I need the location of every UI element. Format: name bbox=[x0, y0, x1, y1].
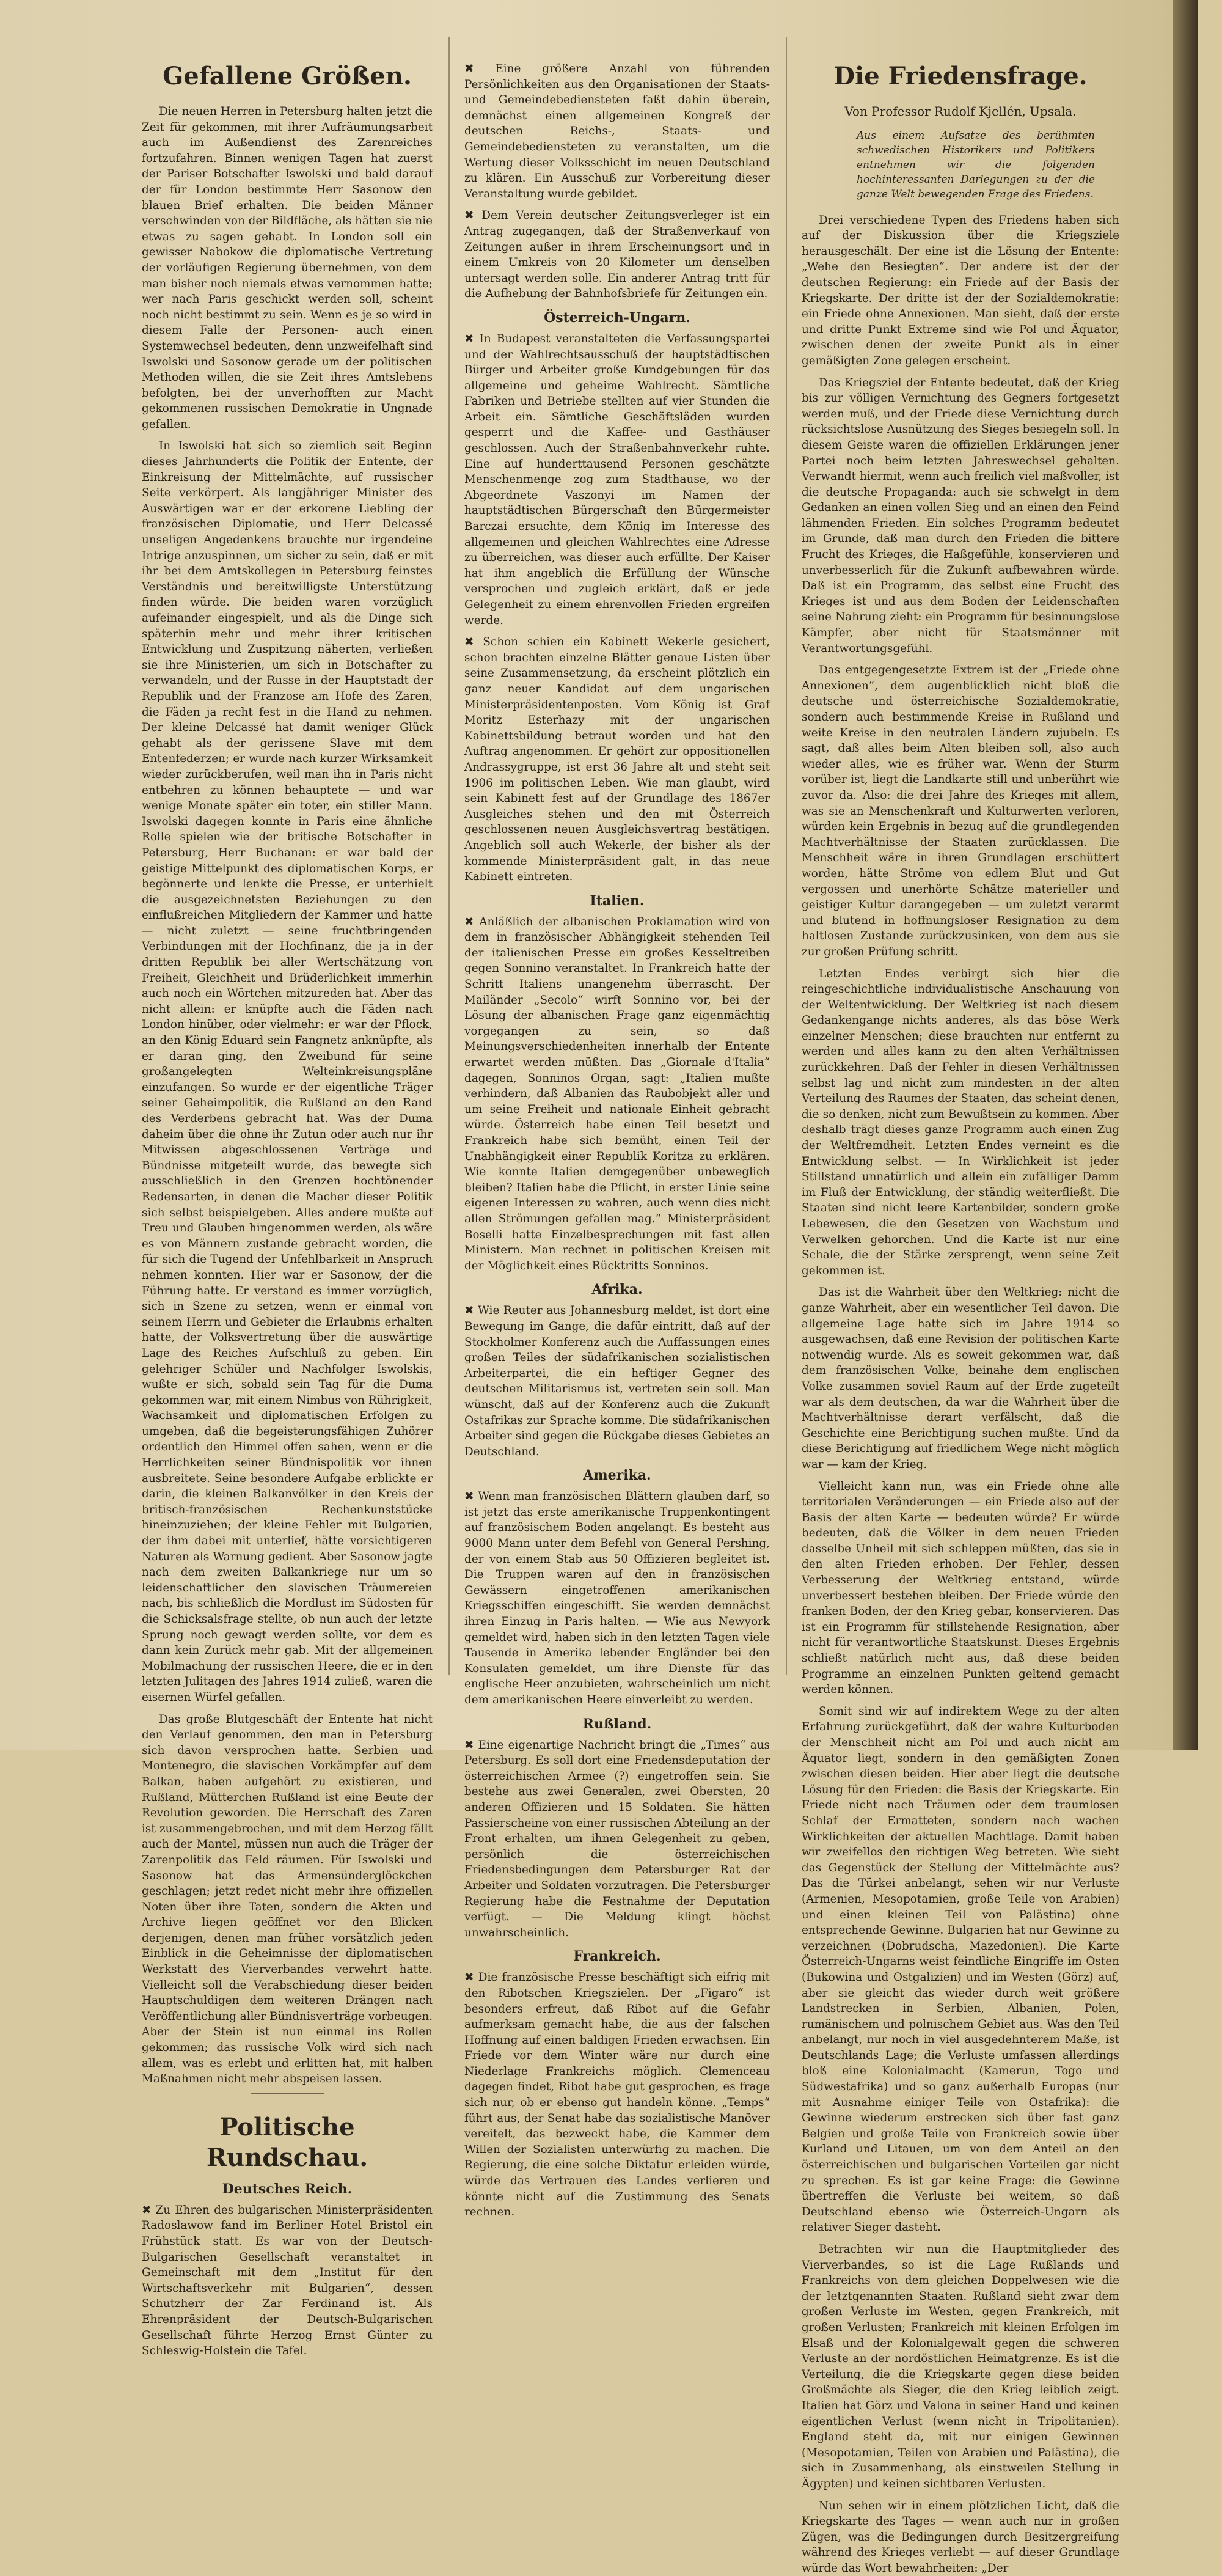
editorial-note: Aus einem Aufsatze des berühmten schwedischen Historikers und Politikers entnehmen wir die folgenden hochinteressanten Darlegungen zu der die ganze Welt bewegenden Frage des Friedens. bbox=[857, 128, 1095, 202]
paragraph: In Iswolski hat sich so ziemlich seit Beginn dieses Jahrhunderts die Politik der Entente, der Einkreisung der Mittelmächte, auf russischer Seite verkörpert. Als langjähriger Minister des Auswärtigen war er der erkorene Liebling der französischen Diplomatie, und Herr Delcassé unseligen Angedenkens brauchte nur irgendeine Intrige anzuspinnen, um sicher zu sein, daß er mit ihr bei dem Amtskollegen in Petersburg feinstes Verständnis und bereitwilligste Unterstützung finden würde. Die beiden waren vorzüglich aufeinander eingespielt, und als die Dinge sich späterhin mehr und mehr ihrer kritischen Entwicklung und Zuspitzung näherten, verließen sie ihre Ministerien, um sich in Botschafter zu verwandeln, und der Russe in der Hauptstadt der Republik und der Franzose am Hofe des Zaren, die Fäden ja recht fest in die Hand zu nehmen. Der kleine Delcassé hat damit weniger Glück gehabt als der gerissene Slave mit dem Entenfederzen; er wurde nach kurzer Wirksamkeit wieder zurückberufen, weil man ihn in Paris nicht entbehren zu können behauptete — und war wenige Monate später ein toter, ein stiller Mann. Iswolski dagegen konnte in Paris eine ähnliche Rolle spielen wie der britische Botschafter in Petersburg, Herr Buchanan: er war bald der geistige Mittelpunkt des diplomatischen Korps, er begönnerte und lenkte die Presse, er unterhielt die ausgezeichnetsten Beziehungen zu den einflußreichen Mitgliedern der Kammer und hatte — nicht zuletzt — seine fruchtbringenden Verbindungen mit der Hochfinanz, die ja in der dritten Republik bei aller Wertschätzung von Freiheit, Gleichheit und Brüderlichkeit immerhin auch noch ein Wörtchen mitzureden hat. Aber das nicht allein: er knüpfte auch die Fäden nach London hinüber, oder vielmehr: er war der Pflock, an den König Eduard sein Fangnetz anknüpfte, als er daran ging, den Zweibund für seine großangelegten Welteinkreisungspläne einzufangen. So wurde er der eigentliche Träger seiner Geheimpolitik, die Rußland an den Rand des Verderbens gebracht hat. Was der Duma daheim über die ohne ihr Zutun oder auch nur ihr Mitwissen abgeschlossenen Verträge und Bündnisse mitgeteilt wurde, das bewegte sich ausschließlich in den Grenzen hochtönender Redensarten, in denen die Macher dieser Politik sich selbst beispielgeben. Alles andere mußte auf Treu und Glauben hingenommen werden, als wäre es von Männern zustande gebracht worden, die für sich die Tugend der Unfehlbarkeit in Anspruch nehmen konnten. Hier war er Sasonow, der die Führung hatte. Er verstand es immer vorzüglich, sich in Szene zu setzen, wenn er einmal von seinem Herrn und Gebieter die Erlaubnis erhalten hatte, der Volksvertretung über die auswärtige Lage des Reiches Aufschluß zu geben. Ein gelehriger Schüler und Nachfolger Iswolskis, wußte er sich, sobald sein Tag für die Duma gekommen war, mit einem Nimbus von Rührigkeit, Wachsamkeit und diplomatischen Erfolgen zu umgeben, daß die begeisterungsfähigen Zuhörer ordentlich den Himmel offen sahen, wenn er die Herrlichkeiten seiner Bündnispolitik vor ihnen ausbreitete. Seine besondere Aufgabe erblickte er darin, die kleinen Balkanvölker in den Kreis der britisch-französischen Rechenkunststücke hineinzuziehen; der kleine Fehler mit Bulgarien, der ihm dabei mit unterlief, hätte vorsichtigeren Naturen als Warnung gedient. Aber Sasonow jagte nach dem zweiten Balkankriege nur um so leidenschaftlicher den slavischen Träumereien nach, bis schließlich die Mordlust im Südosten für die Schicksalsfrage stellte, ob nun auch der letzte Sprung noch gewagt werden sollte, vor dem es dann kein Zurück mehr gab. Mit der allgemeinen Mobilmachung der russischen Heere, die er in den letzten Julitagen des Jahres 1914 zuließ, waren die eisernen Würfel gefallen. bbox=[142, 438, 433, 1705]
section-heading-oesterreich-ungarn: Österreich-Ungarn. bbox=[464, 309, 770, 326]
column-1 bbox=[142, 24, 433, 1736]
paragraph: Das entgegengesetzte Extrem ist der „Friede ohne Annexionen“, dem augenblicklich nicht bloß die deutsche und österreichische Sozialdemokratie, sondern auch bestimmende Kreise in Rußland und weite Kreise in den neutralen Ländern zujubeln. Es sagt, daß alles beim Alten bleiben soll, also auch wieder alles, wie es früher war. Wenn der Sturm vorüber ist, liegt die Landkarte still und unberührt wie zuvor da. Also: die drei Jahre des Krieges mit allem, was sie an Menschenkraft und Kulturwerten verloren, würden kein Ergebnis in bezug auf die grundlegenden Machtverhältnisse der Staaten zurücklassen. Die Menschheit wäre in ihren Grundlagen erschüttert worden, hätte Ströme von edlem Blut und Gut vergossen und unerhörte Schätze materieller und geistiger Kultur darangegeben — um zuletzt verarmt und blutend in hoffnungsloser Resignation zu dem haltlosen Zustande zurückzusinken, von dem aus sie zur großen Prüfung schritt. bbox=[802, 662, 1119, 960]
byline: Von Professor Rudolf Kjellén, Upsala. bbox=[802, 104, 1119, 120]
news-item: ✖ In Budapest veranstalteten die Verfassungspartei und der Wahlrechtsausschuß der hauptstädtischen Bürger und Arbeiter große Kundgebungen für das allgemeine und geheime Wahlrecht. Sämtliche Fabriken und Betriebe stellten auf vier Stunden die Arbeit ein. Sämtliche Geschäftsläden wurden gesperrt und die Kaffee- und Gasthäuser geschlossen. Auch der Straßenbahnverkehr ruhte. Eine auf hunderttausend Personen geschätzte Menschenmenge zog zum Stadthause, wo der Abgeordnete Vaszonyi im Namen der hauptstädtischen Bürgerschaft den Bürgermeister Barczai ersuchte, dem König im Interesse des allgemeinen und gleichen Wahlrechtes eine Adresse zu überreichen, was dieser auch erfüllte. Der Kaiser hat ihm angeblich die Erfüllung der Wünsche versprochen und zugleich erklärt, daß er jede Gelegenheit zu einem ehrenvollen Frieden ergreifen werde. bbox=[464, 331, 770, 628]
news-item: ✖ Dem Verein deutscher Zeitungsverleger ist ein Antrag zugegangen, daß der Straßenverkauf von Zeitungen außer in ihrem Erscheinungsort und in einem Umkreis von 20 Kilometer um denselben untersagt werden solle. Ein anderer Antrag tritt für die Aufhebung der Bahnhofsbriefe für Zeitungen ein. bbox=[464, 208, 770, 302]
section-heading-frankreich: Frankreich. bbox=[464, 1948, 770, 1965]
column-rule-1 bbox=[448, 37, 450, 1675]
news-item: ✖ Eine eigenartige Nachricht bringt die „Times“ aus Petersburg. Es soll dort eine Friedensdeputation der österreichischen Armee (?) eingetroffen sein. Sie bestehe aus zwei Generalen, zwei Obersten, 20 anderen Offizieren und 15 Soldaten. Sie hätten Passierscheine von einer russischen Abteilung an der Front erhalten, um ihnen Gelegenheit zu geben, persönlich die österreichischen Friedensbedingungen dem Petersburger Rat der Arbeiter und Soldaten vorzutragen. Die Petersburger Regierung habe die Festnahme der Deputation verfügt. — Die Meldung klingt höchst unwahrscheinlich. bbox=[464, 1738, 770, 1941]
paragraph: Vielleicht kann nun, was ein Friede ohne alle territorialen Veränderungen — ein Friede also auf der Basis der alten Karte — bedeuten würde? Er würde bedeuten, daß die Völker in dem neuen Frieden dasselbe Unheil mit sich schleppen müßten, das sie in den alten Frieden erhoben. Der Fehler, dessen Verbesserung der Weltkrieg entstand, würde unverbessert bestehen bleiben. Der Friede würde den franken Boden, der den Krieg gebar, konservieren. Das ist ein Programm für stillstehende Resignation, aber nicht für verantwortliche Staatskunst. Dieses Ergebnis schließt natürlich nicht aus, daß diese beiden Programme an einzelnen Punkten geltend gemacht werden können. bbox=[802, 1479, 1119, 1698]
paragraph: Das große Blutgeschäft der Entente hat nicht den Verlauf genommen, den man in Petersburg sich davon versprochen hatte. Serbien und Montenegro, die slavischen Vorkämpfer auf dem Balkan, haben aufgehört zu existieren, und Rußland, Mütterchen Rußland ist eine Beute der Revolution geworden. Die Herrschaft des Zaren ist zusammengebrochen, und mit dem Herzog fällt auch der Mantel, müssen nun auch die Träger der Zarenpolitik das Feld räumen. Für Iswolski und Sasonow hat das Armensünderglöckchen geschlagen; jetzt redet nicht mehr ihre offiziellen Noten über ihre Taten, sondern die Akten und Archive liegen geöffnet vor den Blicken derjenigen, denen man früher vorsätzlich jeden Einblick in die Geheimnisse der diplomatischen Werkstatt des Vierverbandes verwehrt hatte. Vielleicht soll die Verabschiedung dieser beiden Hauptschuldigen dem weiteren Drängen nach Veröffentlichung aller Bündnisverträge vorbeugen. Aber der Stein ist nun einmal ins Rollen gekommen; das russische Volk wird sich nach allem, was es erlebt und erlitten hat, mit halben Maßnahmen nicht mehr abspeisen lassen. bbox=[142, 1712, 433, 2087]
column-3 bbox=[802, 24, 1119, 1736]
news-item: ✖ Zu Ehren des bulgarischen Ministerpräsidenten Radoslawow fand im Berliner Hotel Bristol ein Frühstück statt. Es war von der Deutsch-Bulgarischen Gesellschaft veranstaltet in Gemeinschaft mit dem „Institut für den Wirtschaftsverkehr mit Bulgarien“, dessen Schutzherr der Zar Ferdinand ist. Als Ehrenpräsident der Deutsch-Bulgarischen Gesellschaft führte Herzog Ernst Günter zu Schleswig-Holstein die Tafel. bbox=[142, 2203, 433, 2359]
column-2 bbox=[464, 24, 770, 1736]
news-item: ✖ Anläßlich der albanischen Proklamation wird von dem in französischer Abhängigkeit stehenden Teil der italienischen Presse ein großes Kesseltreiben gegen Sonnino veranstaltet. In Frankreich hatte der Schritt Italiens unangenehm überrascht. Der Mailänder „Secolo“ wirft Sonnino vor, bei der Lösung der albanischen Frage ganz eigenmächtig vorgegangen zu sein, so daß Meinungsverschiedenheiten innerhalb der Entente erwartet werden müßten. Das „Giornale d'Italia“ dagegen, Sonninos Organ, sagt: „Italien mußte verhindern, daß Albanien das Raubobjekt aller und um seine Freiheit und nationale Einheit gebracht würde. Österreich habe einen Teil besetzt und Frankreich habe sich bemüht, einen Teil der Unabhängigkeit einer Republik Koritza zu erklären. Wie konnte Italien demgegenüber unbeweglich bleiben? Italien habe die Pflicht, in erster Linie seine eigenen Interessen zu wahren, auch wenn dies nicht allen Strömungen gefallen mag.“ Ministerpräsident Boselli hatte Einzelbesprechungen mit fast allen Ministern. Man rechnet in politischen Kreisen mit der Möglichkeit eines Rücktritts Sonninos. bbox=[464, 914, 770, 1274]
section-heading-italien: Italien. bbox=[464, 892, 770, 909]
binding-edge bbox=[1173, 0, 1198, 1750]
news-item: ✖ Die französische Presse beschäftigt sich eifrig mit den Ribotschen Kriegszielen. Der „Figaro“ ist besonders erfreut, daß Ribot auf die Gefahr aufmerksam gemacht habe, die aus der falschen Hoffnung auf einen baldigen Frieden erwachsen. Ein Friede vor dem Winter wäre nur durch eine Niederlage Frankreichs möglich. Clemenceau dagegen findet, Ribot habe gut gesprochen, es frage sich nur, ob er ebenso gut handeln könne. „Temps“ führt aus, der Senat habe das sozialistische Manöver vereitelt, das bezweckt habe, die Kammer dem Willen der Sozialisten unterwürfig zu machen. Die Regierung, die eine solche Diktatur erleiden würde, würde das Vertrauen des Landes verlieren und könnte nicht auf die Zustimmung des Senats rechnen. bbox=[464, 1970, 770, 2220]
paragraph: Die neuen Herren in Petersburg halten jetzt die Zeit für gekommen, mit ihrer Aufräumungsarbeit auch im Außendienst des Zarenreiches fortzufahren. Binnen wenigen Tagen hat zuerst der Pariser Botschafter Iswolski und bald darauf der für London bestimmte Herr Sasonow den blauen Brief erhalten. Die beiden Männer verschwinden von der Bildfläche, als hätten sie nie etwas zu sagen gehabt. In London soll ein gewisser Nabokow die diplomatische Vertretung der vorläufigen Regierung übernehmen, von dem man bisher noch niemals etwas vernommen hatte; wer nach Paris geschickt werden soll, scheint noch nicht bestimmt zu sein. Wenn es je so wird in diesem Falle der Personen- auch einen Systemwechsel bedeuten, denn unzweifelhaft sind Iswolski und Sasonow gerade um der politischen Methoden willen, die sie Zeit ihres Amtslebens befolgten, bei der unverhofften zur Macht gekommenen russischen Demokratie in Ungnade gefallen. bbox=[142, 104, 433, 432]
paragraph: Letzten Endes verbirgt sich hier die reingeschichtliche individualistische Anschauung von der Weltentwicklung. Der Weltkrieg ist nach diesem Gedankengange nichts anderes, als das böse Werk einzelner Menschen; diese brauchten nur entfernt zu werden und alles kann zu den alten Verhältnissen zurückkehren. Daß der Fehler in diesen Verhältnissen selbst lag und nicht zum mindesten in der alten Verteilung des Raumes der Staaten, das scheint denen, die so denken, nicht zum Bewußtsein zu kommen. Aber deshalb trägt dieses ganze Programm auch einen Zug der Weltfremdheit. Letzten Endes verneint es die Entwicklung selbst. — In Wirklichkeit ist jeder Stillstand unnatürlich und allein ein zufälliger Damm im Fluß der Entwicklung, der ständig weiterfließt. Die Staaten sind nicht leere Kartenbilder, sondern große Lebewesen, die den Gesetzen von Wachstum und Verwelken gehorchen. Und die Karte ist nur eine Schale, die der Stärke zersprengt, wenn seine Zeit gekommen ist. bbox=[802, 966, 1119, 1279]
paragraph: Nun sehen wir in einem plötzlichen Licht, daß die Kriegskarte des Tages — wenn auch nur in großen Zügen, was die Bedingungen durch Besitzergreifung während des Krieges verliebt — auf dieser Grundlage würde das Wort bewahrheiten: „Der bbox=[802, 2498, 1119, 2576]
news-item: ✖ Schon schien ein Kabinett Wekerle gesichert, schon brachten einzelne Blätter genaue Listen über seine Zusammensetzung, da erscheint plötzlich ein ganz neuer Kandidat auf dem ungarischen Ministerpräsidentenposten. Vom König ist Graf Moritz Esterhazy mit der ungarischen Kabinettsbildung betraut worden und hat den Auftrag angenommen. Er gehört zur oppositionellen Andrassygruppe, ist erst 36 Jahre alt und steht seit 1906 im politischen Leben. Wie man glaubt, wird sein Kabinett fest auf der Grundlage des 1867er Ausgleiches stehen und den mit Österreich geschlossenen neuen Ausgleichsvertrag bestätigen. Angeblich soll auch Wekerle, der bisher als der kommende Ministerpräsident galt, in das neue Kabinett eintreten. bbox=[464, 634, 770, 885]
paragraph: Drei verschiedene Typen des Friedens haben sich auf der Diskussion über die Kriegsziele herausgeschält. Der eine ist die Lösung der Entente: „Wehe den Besiegten“. Der andere ist der der deutschen Regierung: ein Friede auf der Basis der Kriegskarte. Der dritte ist der der Sozialdemokratie: ein Friede ohne Annexionen. Man sieht, daß der erste und dritte Punkt Extreme sind wie Pol und Äquator, zwischen denen der zweite Punkt als in einer gemäßigten Zone gelegen erscheint. bbox=[802, 213, 1119, 369]
section-heading-amerika: Amerika. bbox=[464, 1467, 770, 1484]
news-item: ✖ Eine größere Anzahl von führenden Persönlichkeiten aus den Organisationen der Staats- und Gemeindebediensteten faßt dahin überein, demnächst einen allgemeinen Kongreß der deutschen Reichs-, Staats- und Gemeindebediensteten zu veranstalten, um die Wertung dieser Volksschicht im neuen Deutschland zu klären. Ein Ausschuß zur Vorbereitung dieser Veranstaltung wurde gebildet. bbox=[464, 61, 770, 202]
headline-gefallene-groessen: Gefallene Größen. bbox=[142, 61, 433, 92]
paragraph: Betrachten wir nun die Hauptmitglieder des Vierverbandes, so ist die Lage Rußlands und Frankreichs von dem gleichen Doppelwesen wie die der letztgenannten Staaten. Rußland sieht zwar dem großen Verluste im Westen, gegen Frankreich, mit großen Verlusten; Frankreich mit kleinen Erfolgen im Elsaß und der Kolonialgewalt gegen die schweren Verluste an der nordöstlichen Heimatgrenze. Es ist die Verteilung, die die Kriegskarte gegen diese beiden Großmächte als Sieger, die den Krieg leiblich zeigt. Italien hat Görz und Valona in seiner Hand und keinen eigentlichen Verlust (wenn nicht in Tripolitanien). England steht da, mit nur einigen Gewinnen (Mesopotamien, Teilen von Arabien und Palästina), die sich in Zusammenhang, als einstweilen Stellung in Ägypten) und keinen sichtbaren Verlusten. bbox=[802, 2242, 1119, 2492]
headline-die-friedensfrage: Die Friedensfrage. bbox=[802, 61, 1119, 92]
column-rule-2 bbox=[786, 37, 787, 1675]
article-end-rule bbox=[251, 2093, 324, 2094]
section-heading-deutsches-reich: Deutsches Reich. bbox=[142, 2181, 433, 2198]
news-item: ✖ Wenn man französischen Blättern glauben darf, so ist jetzt das erste amerikanische Truppenkontingent auf französischem Boden angelangt. Es besteht aus 9000 Mann unter dem Befehl von General Pershing, der von einem Stab aus 50 Offizieren begleitet ist. Die Truppen waren auf den in französischen Gewässern eingetroffenen amerikanischen Kriegsschiffen eingeschifft. Sie werden demnächst ihren Einzug in Paris halten. — Wie aus Newyork gemeldet wird, haben sich in den letzten Tagen viele Tausende in Amerika lebender Engländer bei den Konsulaten gemeldet, um ihre Dienste für das englische Heer anzubieten, wahrscheinlich um nicht dem amerikanischen Heere einverleibt zu werden. bbox=[464, 1489, 770, 1708]
paragraph: Somit sind wir auf indirektem Wege zu der alten Erfahrung zurückgeführt, daß der wahre Kulturboden der Menschheit nicht am Pol und auch nicht am Äquator liegt, sondern in den gemäßigten Zonen zwischen diesen beiden. Hier aber liegt die deutsche Lösung für den Frieden: die Basis der Kriegskarte. Ein Friede nicht nach Träumen oder dem traumlosen Schlaf der Ermatteten, sondern nach wachen Wirklichkeiten der aktuellen Machtlage. Damit haben wir zweifellos den richtigen Weg betreten. Wie sieht das Gegenstück der Stellung der Mittelmächte aus? Das die Türkei anbelangt, sehen wir nur Verluste (Armenien, Mesopotamien, große Teile von Arabien) und einen kleinen Teil von Palästina) ohne entsprechende Gewinne. Bulgarien hat nur Gewinne zu verzeichnen (Dobrudscha, Mazedonien). Die Karte Österreich-Ungarns weist feindliche Eingriffe im Osten (Bukowina und Ostgalizien) und im Westen (Görz) auf, aber sie gleicht das wieder durch weit größere Landstrecken in Serbien, Albanien, Polen, rumänischem und polnischem Gebiet aus. Was den Teil anbelangt, nur noch in viel ausgedehnterem Maße, ist Deutschlands Lage; die Verluste umfassen allerdings bloß eine Kolonialmacht (Kamerun, Togo und Südwestafrika) und so ganz außerhalb Europas (nur mit Ausnahme einiger Teile von Ostafrika): die Gewinne wiederum erstrecken sich über fast ganz Belgien und große Teile von Frankreich sowie über Kurland und Litauen, um von dem Anteil an den österreichischen und bulgarischen Vorteilen gar nicht zu sprechen. Es ist gar keine Frage: die Gewinne übertreffen die Verluste bei weitem, so daß Deutschland ebenso wie Österreich-Ungarn als relativer Sieger dasteht. bbox=[802, 1704, 1119, 2236]
paragraph: Das ist die Wahrheit über den Weltkrieg: nicht die ganze Wahrheit, aber ein wesentlicher Teil davon. Die allgemeine Lage hatte sich im Jahre 1914 so ausgewachsen, daß eine Revision der politischen Karte notwendig wurde. Als es soweit gekommen war, daß dem französischen Volke, beinahe dem englischen Volke zusammen soviel Raum auf der Erde zugeteilt war als dem deutschen, da war die Wahrheit über die Machtverhältnisse derart verfälscht, daß die Geschichte eine Berichtigung suchen mußte. Und da diese Berichtigung auf friedlichem Wege nicht möglich war — kam der Krieg. bbox=[802, 1285, 1119, 1472]
news-item: ✖ Wie Reuter aus Johannesburg meldet, ist dort eine Bewegung im Gange, die dafür eintritt, daß auf der Stockholmer Konferenz auch die Auffassungen eines großen Teiles der südafrikanischen sozialistischen Arbeiterpartei, die ein heftiger Gegner des deutschen Militarismus ist, vertreten sein soll. Man wünscht, daß auf der Konferenz auch die Zukunft Ostafrikas zur Sprache komme. Die südafrikanischen Arbeiter sind gegen die Rückgabe dieses Gebietes an Deutschland. bbox=[464, 1303, 770, 1459]
paragraph: Das Kriegsziel der Entente bedeutet, daß der Krieg bis zur völligen Vernichtung des Gegners fortgesetzt werden muß, und der Friede diese Vernichtung durch rücksichtslose Ausnützung des Sieges besiegeln soll. In diesem Geiste waren die offiziellen Erklärungen jener Partei noch beim letzten Jahreswechsel gehalten. Verwandt hiermit, wenn auch freilich viel maßvoller, ist die deutsche Propaganda: auch sie schwelgt in dem Gedanken an einen vollen Sieg und an einen den Feind lähmenden Frieden. Ein solches Programm bedeutet im Grunde, daß man durch den Frieden die bittere Frucht des Krieges, die Haßgefühle, konservieren und unverbesserlich für die Zukunft aufbewahren würde. Daß ist ein Programm, das selbst eine Frucht des Krieges ist und aus dem Boden der Leidenschaften seine Nahrung zieht: ein Programm für besinnungslose Kämpfer, aber nicht für Staatsmänner mit Verantwortungsgefühl. bbox=[802, 375, 1119, 657]
section-heading-afrika: Afrika. bbox=[464, 1281, 770, 1298]
headline-politische-rundschau: Politische Rundschau. bbox=[142, 2112, 433, 2173]
section-heading-russland: Rußland. bbox=[464, 1715, 770, 1733]
